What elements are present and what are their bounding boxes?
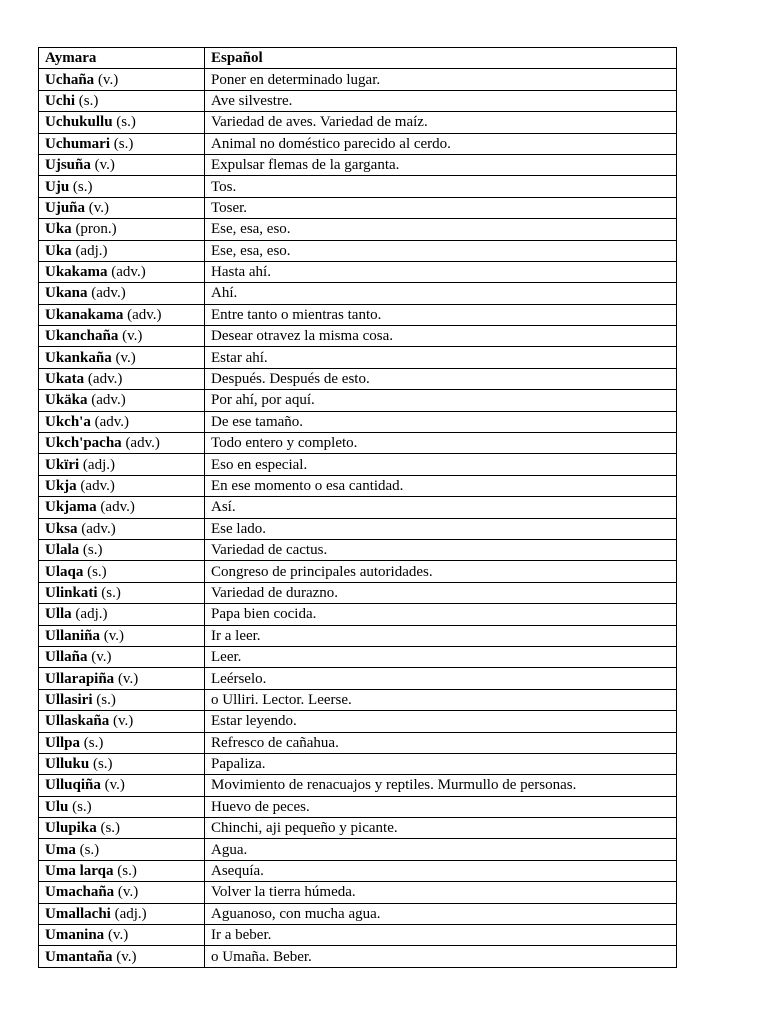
aymara-cell: [39, 582, 205, 603]
aymara-term: Uchi: [45, 92, 75, 109]
aymara-term: Ukanchaña: [45, 328, 119, 345]
aymara-cell: [39, 347, 205, 368]
part-of-speech: (s.): [82, 542, 103, 559]
spanish-meaning: Variedad de cactus.: [205, 539, 677, 560]
spanish-meaning: Variedad de durazno.: [205, 582, 677, 603]
spanish-meaning: Ese lado.: [205, 518, 677, 539]
table-row: [39, 497, 677, 518]
aymara-cell: [39, 304, 205, 325]
table-row: [39, 711, 677, 732]
aymara-term: Umallachi: [45, 905, 111, 922]
aymara-cell: [39, 390, 205, 411]
aymara-term: Uchaña: [45, 71, 95, 88]
aymara-term: Ullaña: [45, 649, 88, 666]
part-of-speech: (s.): [72, 798, 92, 815]
spanish-meaning: Ese, esa, eso.: [205, 240, 677, 261]
aymara-cell: [39, 176, 205, 197]
spanish-meaning: Leérselo.: [205, 668, 677, 689]
part-of-speech: (s.): [92, 756, 113, 773]
spanish-meaning: Tos.: [205, 176, 677, 197]
aymara-cell: [39, 775, 205, 796]
spanish-meaning: Estar leyendo.: [205, 711, 677, 732]
spanish-meaning: Movimiento de renacuajos y reptiles. Murmullo de personas.: [205, 775, 677, 796]
part-of-speech: (s.): [78, 92, 99, 109]
spanish-meaning: Huevo de peces.: [205, 796, 677, 817]
table-row: [39, 69, 677, 90]
part-of-speech: (adj.): [75, 606, 108, 623]
table-row: [39, 882, 677, 903]
spanish-meaning: Todo entero y completo.: [205, 433, 677, 454]
part-of-speech: (s.): [83, 734, 104, 751]
spanish-meaning: Leer.: [205, 646, 677, 667]
part-of-speech: (adv.): [125, 435, 160, 452]
part-of-speech: (v.): [94, 157, 115, 174]
aymara-cell: [39, 454, 205, 475]
aymara-cell: [39, 839, 205, 860]
table-row: [39, 326, 677, 347]
aymara-term: Uchumari: [45, 135, 110, 152]
part-of-speech: (s.): [72, 178, 93, 195]
spanish-meaning: Chinchi, aji pequeño y picante.: [205, 818, 677, 839]
aymara-cell: [39, 261, 205, 282]
spanish-meaning: o Umaña. Beber.: [205, 946, 677, 967]
aymara-term: Uka: [45, 242, 72, 259]
aymara-term: Ukch'a: [45, 413, 91, 430]
table-row: [39, 946, 677, 967]
part-of-speech: (s.): [117, 863, 137, 880]
spanish-meaning: Papaliza.: [205, 753, 677, 774]
aymara-term: Uka: [45, 221, 72, 238]
part-of-speech: (v.): [122, 328, 143, 345]
table-row: [39, 561, 677, 582]
aymara-term: Ulluku: [45, 756, 90, 773]
spanish-meaning: Poner en determinado lugar.: [205, 69, 677, 90]
aymara-cell: [39, 882, 205, 903]
table-row: [39, 818, 677, 839]
table-row: [39, 283, 677, 304]
spanish-meaning: Refresco de cañahua.: [205, 732, 677, 753]
table-row: [39, 219, 677, 240]
spanish-meaning: Así.: [205, 497, 677, 518]
part-of-speech: (v.): [116, 948, 137, 965]
aymara-term: Ukana: [45, 285, 88, 302]
table-row: [39, 839, 677, 860]
aymara-term: Ulinkati: [45, 584, 98, 601]
table-row: [39, 197, 677, 218]
spanish-meaning: Asequía.: [205, 860, 677, 881]
part-of-speech: (s.): [96, 691, 116, 708]
aymara-term: Umachaña: [45, 884, 115, 901]
part-of-speech: (adv.): [80, 478, 115, 494]
dictionary-body: [39, 69, 677, 967]
spanish-meaning: Aguanoso, con mucha agua.: [205, 903, 677, 924]
header-aymara: Aymara: [39, 48, 205, 69]
part-of-speech: (v.): [107, 927, 129, 944]
part-of-speech: (v.): [88, 199, 110, 216]
table-row: [39, 347, 677, 368]
table-row: [39, 176, 677, 197]
table-row: [39, 368, 677, 389]
aymara-term: Ukäka: [45, 392, 88, 409]
table-row: [39, 390, 677, 411]
part-of-speech: (adv.): [94, 413, 130, 430]
header-espanol: Español: [205, 48, 677, 69]
part-of-speech: (s.): [100, 820, 121, 837]
table-row: [39, 582, 677, 603]
part-of-speech: (adj.): [82, 456, 115, 473]
aymara-cell: [39, 539, 205, 560]
aymara-cell: [39, 604, 205, 625]
aymara-cell: [39, 518, 205, 539]
aymara-term: Ulala: [45, 542, 80, 559]
aymara-term: Ukata: [45, 371, 85, 388]
aymara-term: Ulla: [45, 606, 72, 623]
part-of-speech: (v.): [91, 649, 112, 666]
table-row: [39, 796, 677, 817]
part-of-speech: (v.): [112, 713, 134, 730]
spanish-meaning: Eso en especial.: [205, 454, 677, 475]
table-row: [39, 240, 677, 261]
aymara-term: Ulupika: [45, 820, 97, 837]
table-row: [39, 668, 677, 689]
part-of-speech: (s.): [116, 114, 136, 131]
table-row: [39, 411, 677, 432]
aymara-term: Ullarapiña: [45, 670, 115, 687]
aymara-cell: [39, 860, 205, 881]
part-of-speech: (adj.): [75, 242, 108, 259]
spanish-meaning: Ir a beber.: [205, 925, 677, 946]
aymara-cell: [39, 112, 205, 133]
aymara-cell: [39, 753, 205, 774]
spanish-meaning: Ave silvestre.: [205, 90, 677, 111]
aymara-term: Ukch'pacha: [45, 435, 122, 452]
spanish-meaning: Volver la tierra húmeda.: [205, 882, 677, 903]
aymara-cell: [39, 69, 205, 90]
spanish-meaning: Ahí.: [205, 283, 677, 304]
table-row: [39, 261, 677, 282]
aymara-cell: [39, 689, 205, 710]
table-row: [39, 732, 677, 753]
spanish-meaning: En ese momento o esa cantidad.: [205, 475, 677, 496]
table-row: [39, 775, 677, 796]
aymara-term: Ukja: [45, 478, 77, 494]
aymara-term: Ukjama: [45, 499, 97, 516]
spanish-meaning: Ese, esa, eso.: [205, 219, 677, 240]
spanish-meaning: Estar ahí.: [205, 347, 677, 368]
part-of-speech: (v.): [117, 884, 139, 901]
aymara-term: Ukakama: [45, 264, 108, 281]
spanish-meaning: Hasta ahí.: [205, 261, 677, 282]
aymara-cell: [39, 668, 205, 689]
table-row: [39, 454, 677, 475]
spanish-meaning: Ir a leer.: [205, 625, 677, 646]
part-of-speech: (adv.): [91, 392, 126, 409]
aymara-term: Umantaña: [45, 948, 113, 965]
part-of-speech: (v.): [115, 349, 136, 366]
aymara-cell: [39, 625, 205, 646]
part-of-speech: (s.): [101, 584, 121, 601]
aymara-term: Ulu: [45, 798, 69, 815]
aymara-term: Ukanakama: [45, 306, 124, 323]
aymara-term: Ujuña: [45, 199, 86, 216]
spanish-meaning: Toser.: [205, 197, 677, 218]
table-row: [39, 903, 677, 924]
table-row: [39, 646, 677, 667]
aymara-cell: [39, 497, 205, 518]
table-row: [39, 90, 677, 111]
aymara-cell: [39, 646, 205, 667]
aymara-cell: [39, 946, 205, 967]
table-row: [39, 518, 677, 539]
aymara-cell: [39, 711, 205, 732]
spanish-meaning: Papa bien cocida.: [205, 604, 677, 625]
part-of-speech: (s.): [87, 563, 107, 580]
aymara-term: Ullpa: [45, 734, 81, 751]
part-of-speech: (pron.): [75, 221, 117, 238]
table-row: [39, 475, 677, 496]
spanish-meaning: Variedad de aves. Variedad de maíz.: [205, 112, 677, 133]
table-row: [39, 433, 677, 454]
table-row: [39, 753, 677, 774]
aymara-term: Uju: [45, 178, 70, 195]
aymara-cell: [39, 197, 205, 218]
table-row: [39, 860, 677, 881]
aymara-cell: [39, 368, 205, 389]
table-row: [39, 133, 677, 154]
aymara-cell: [39, 818, 205, 839]
spanish-meaning: Después. Después de esto.: [205, 368, 677, 389]
aymara-term: Uksa: [45, 520, 78, 537]
aymara-term: Uma: [45, 841, 76, 858]
spanish-meaning: Entre tanto o mientras tanto.: [205, 304, 677, 325]
spanish-meaning: Congreso de principales autoridades.: [205, 561, 677, 582]
aymara-term: Ullasiri: [45, 691, 93, 708]
part-of-speech: (adv.): [91, 285, 126, 302]
aymara-term: Ulluqiña: [45, 777, 101, 794]
table-row: [39, 604, 677, 625]
aymara-term: Ujsuña: [45, 157, 91, 174]
part-of-speech: (s.): [113, 135, 134, 152]
aymara-cell: [39, 796, 205, 817]
aymara-cell: [39, 903, 205, 924]
aymara-cell: [39, 283, 205, 304]
table-row: [39, 154, 677, 175]
part-of-speech: (adv.): [111, 264, 146, 281]
spanish-meaning: De ese tamaño.: [205, 411, 677, 432]
aymara-cell: [39, 90, 205, 111]
part-of-speech: (v.): [117, 670, 139, 687]
part-of-speech: (adv.): [100, 499, 135, 516]
part-of-speech: (adv.): [81, 520, 116, 537]
aymara-term: Umanina: [45, 927, 105, 944]
spanish-meaning: Animal no doméstico parecido al cerdo.: [205, 133, 677, 154]
aymara-cell: [39, 411, 205, 432]
spanish-meaning: Desear otravez la misma cosa.: [205, 326, 677, 347]
part-of-speech: (adj.): [114, 905, 147, 922]
aymara-cell: [39, 133, 205, 154]
aymara-cell: [39, 240, 205, 261]
table-row: [39, 925, 677, 946]
aymara-term: Ullaskaña: [45, 713, 110, 730]
aymara-term: Ukankaña: [45, 349, 112, 366]
aymara-cell: [39, 433, 205, 454]
part-of-speech: (v.): [104, 777, 125, 794]
spanish-meaning: Agua.: [205, 839, 677, 860]
table-row: [39, 625, 677, 646]
aymara-cell: [39, 732, 205, 753]
aymara-term: Uchukullu: [45, 114, 113, 131]
table-row: [39, 304, 677, 325]
table-header-row: [39, 48, 677, 69]
aymara-cell: [39, 925, 205, 946]
aymara-term: Ulaqa: [45, 563, 84, 580]
spanish-meaning: o Ulliri. Lector. Leerse.: [205, 689, 677, 710]
aymara-cell: [39, 219, 205, 240]
dictionary-table: [38, 47, 677, 968]
part-of-speech: (adv.): [87, 371, 123, 388]
aymara-cell: [39, 475, 205, 496]
aymara-term: Uma larqa: [45, 863, 114, 880]
aymara-cell: [39, 326, 205, 347]
part-of-speech: (v.): [97, 71, 119, 88]
table-row: [39, 539, 677, 560]
part-of-speech: (v.): [103, 627, 125, 644]
spanish-meaning: Expulsar flemas de la garganta.: [205, 154, 677, 175]
aymara-term: Ukïri: [45, 456, 80, 473]
table-row: [39, 689, 677, 710]
aymara-term: Ullaniña: [45, 627, 101, 644]
aymara-cell: [39, 154, 205, 175]
aymara-cell: [39, 561, 205, 582]
part-of-speech: (s.): [79, 841, 100, 858]
part-of-speech: (adv.): [127, 306, 162, 323]
spanish-meaning: Por ahí, por aquí.: [205, 390, 677, 411]
table-row: [39, 112, 677, 133]
